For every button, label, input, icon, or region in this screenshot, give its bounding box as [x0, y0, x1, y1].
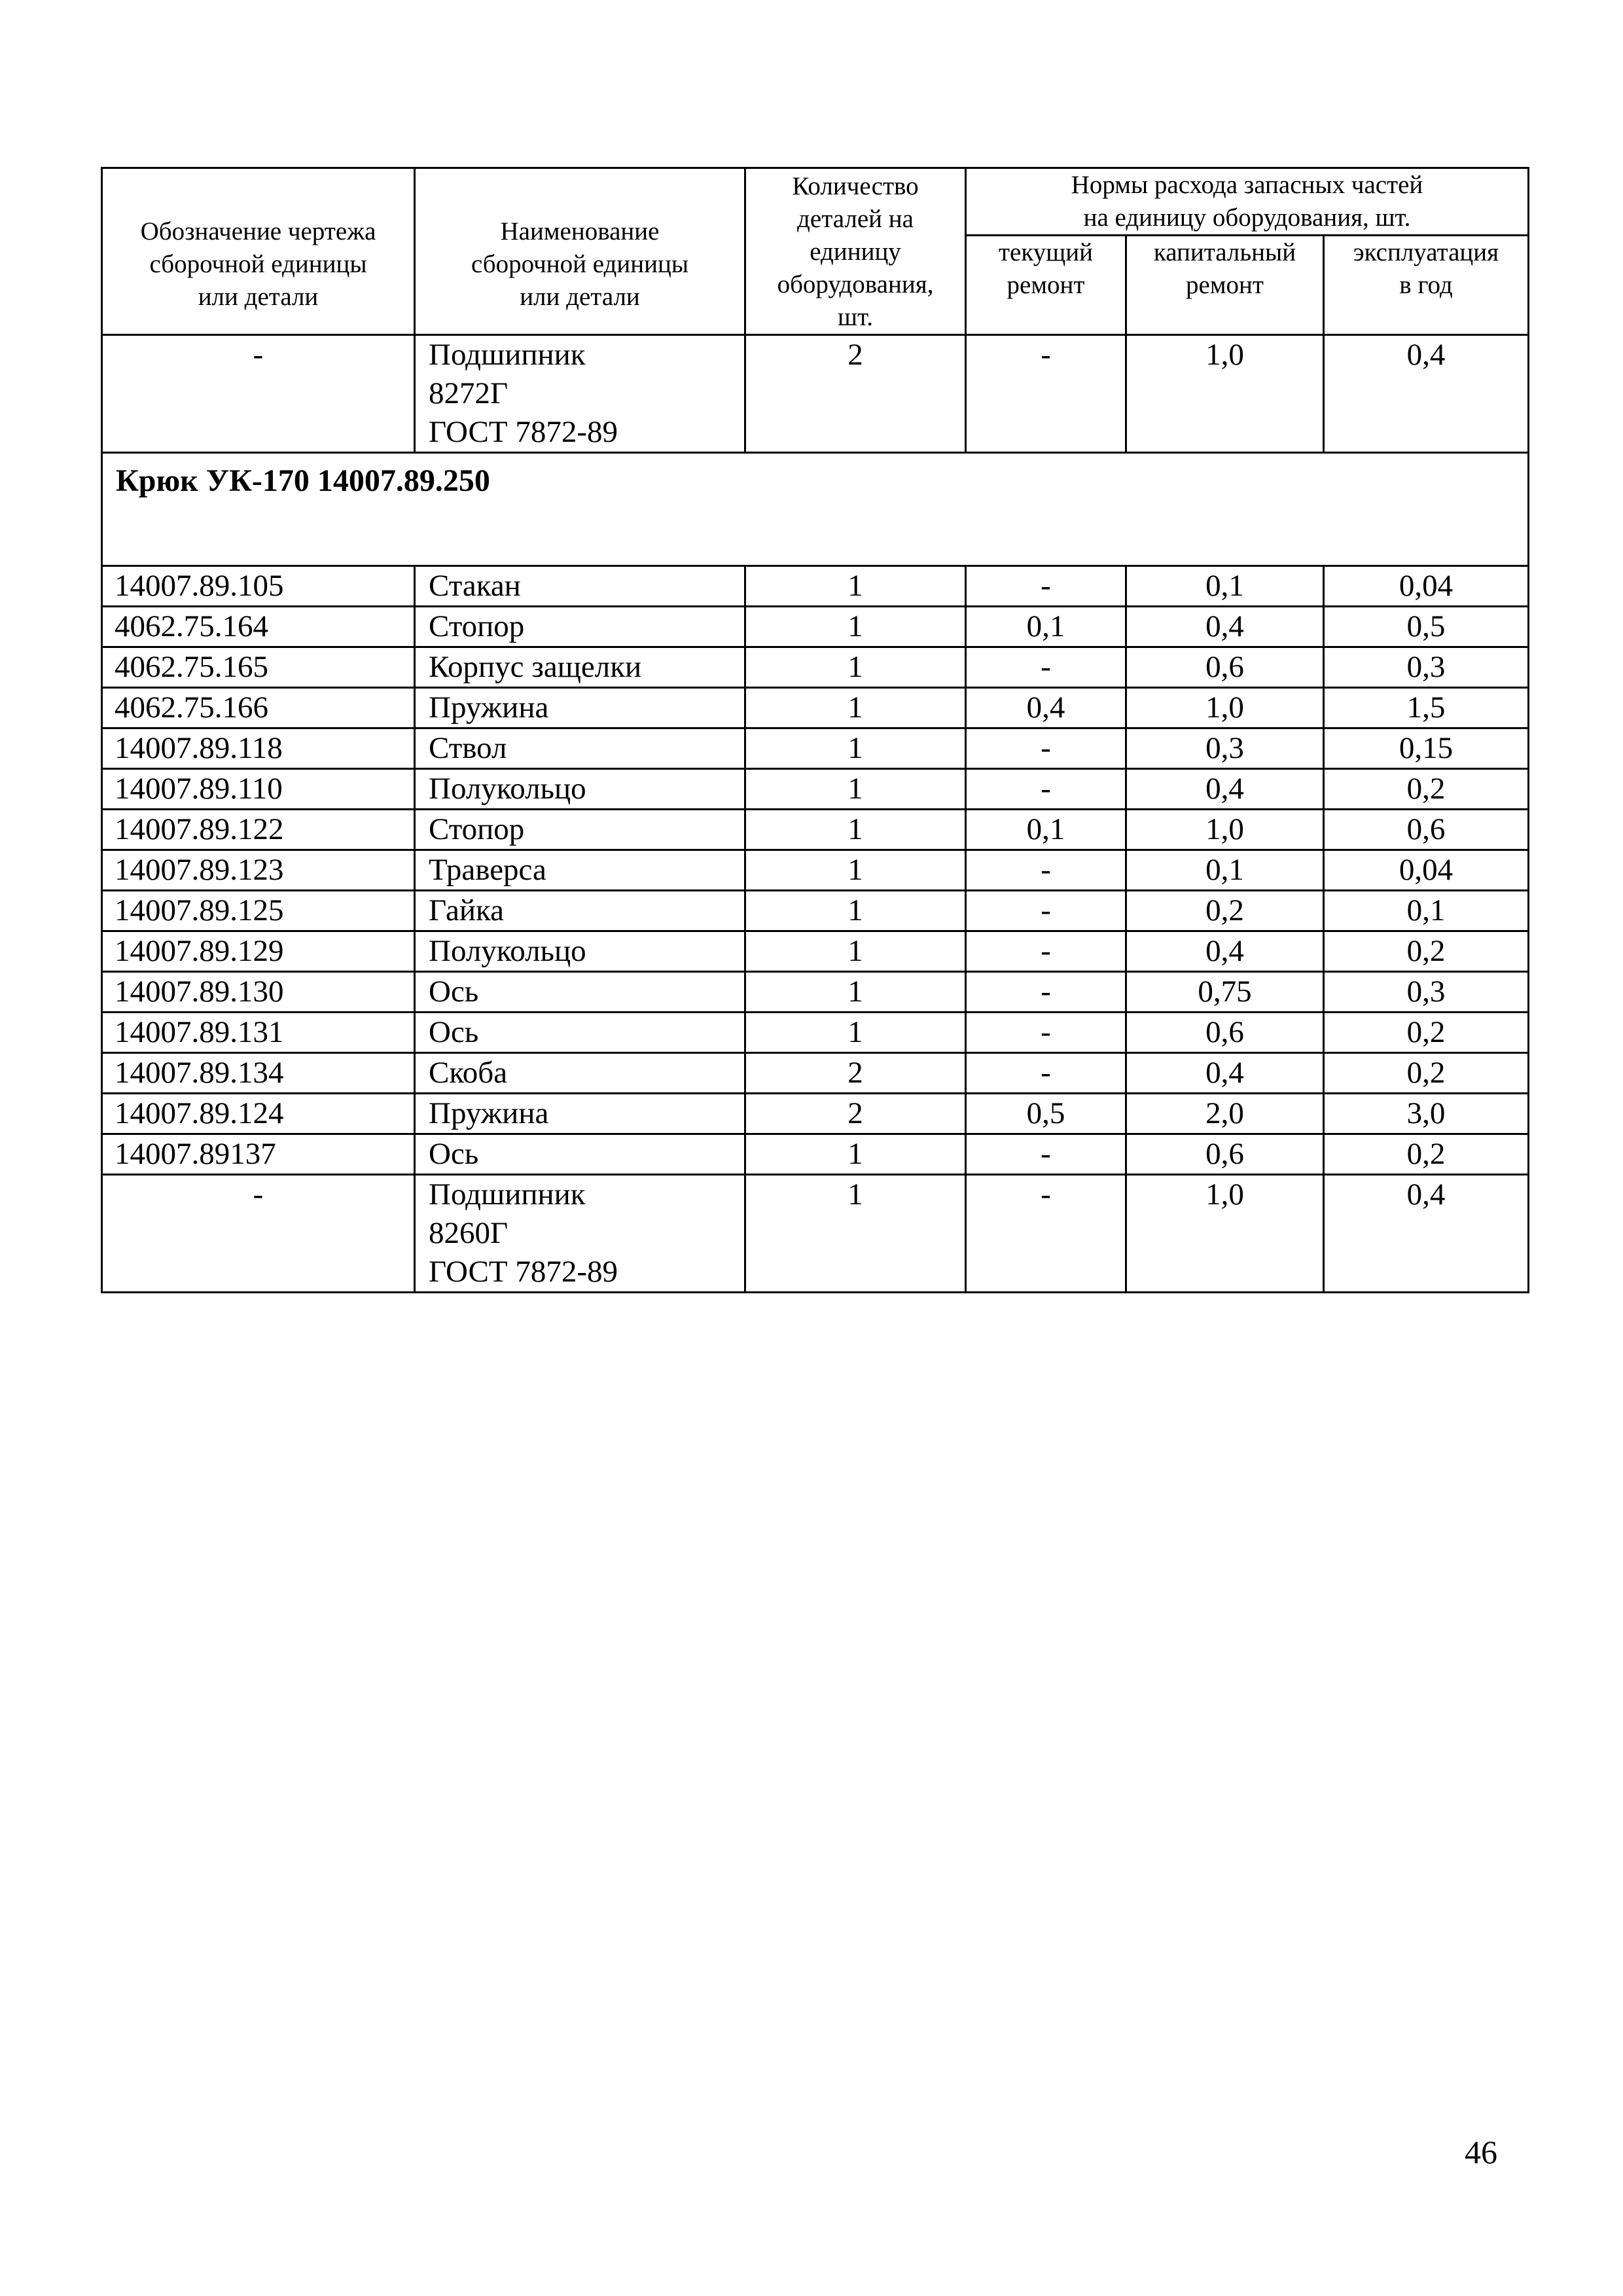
drawing-code: 14007.89.130 — [102, 972, 415, 1013]
operation-value: 0,6 — [1324, 810, 1529, 850]
drawing-code: 14007.89.134 — [102, 1053, 415, 1094]
operation-value: 0,1 — [1324, 891, 1529, 931]
part-name: Полукольцо — [415, 931, 745, 972]
part-name: Гайка — [415, 891, 745, 931]
part-name: Стакан — [415, 566, 745, 607]
part-name: Траверса — [415, 850, 745, 891]
capital-repair-value: 0,4 — [1126, 1053, 1324, 1094]
operation-value: 1,5 — [1324, 688, 1529, 728]
part-name: Корпус защелки — [415, 647, 745, 688]
quantity: 1 — [745, 972, 966, 1013]
header-norms-group: Нормы расхода запасных частей на единицу оборудования, шт. — [966, 168, 1529, 236]
part-name: Стопор — [415, 810, 745, 850]
quantity: 1 — [745, 769, 966, 810]
capital-repair-value: 0,6 — [1126, 1013, 1324, 1053]
section-title: Крюк УК-170 14007.89.250 — [116, 463, 490, 498]
capital-repair-value: 1,0 — [1126, 335, 1324, 453]
operation-value: 0,4 — [1324, 335, 1529, 453]
table-row — [102, 335, 1529, 453]
drawing-code: 14007.89.122 — [102, 810, 415, 850]
drawing-code: 14007.89.125 — [102, 891, 415, 931]
quantity: 1 — [745, 688, 966, 728]
drawing-code: - — [102, 335, 415, 453]
current-repair-value: - — [966, 1053, 1126, 1094]
capital-repair-value: 0,4 — [1126, 931, 1324, 972]
part-name: Пружина — [415, 688, 745, 728]
drawing-code: 14007.89.124 — [102, 1094, 415, 1134]
quantity: 1 — [745, 931, 966, 972]
quantity: 1 — [745, 607, 966, 647]
part-name: Пружина — [415, 1094, 745, 1134]
capital-repair-value: 0,4 — [1126, 769, 1324, 810]
quantity: 1 — [745, 1134, 966, 1175]
current-repair-value: - — [966, 728, 1126, 769]
drawing-code: 14007.89.131 — [102, 1013, 415, 1053]
capital-repair-value: 1,0 — [1126, 810, 1324, 850]
capital-repair-value: 0,1 — [1126, 566, 1324, 607]
capital-repair-value: 1,0 — [1126, 1175, 1324, 1293]
quantity: 2 — [745, 1094, 966, 1134]
current-repair-value: - — [966, 850, 1126, 891]
table-row — [102, 850, 1529, 891]
table-row — [102, 607, 1529, 647]
quantity: 2 — [745, 1053, 966, 1094]
table-row — [102, 1053, 1529, 1094]
quantity: 2 — [745, 335, 966, 453]
table-row — [102, 931, 1529, 972]
operation-value: 0,04 — [1324, 566, 1529, 607]
section-cell — [102, 453, 1529, 566]
drawing-code: - — [102, 1175, 415, 1293]
table-row — [102, 891, 1529, 931]
part-name: Ось — [415, 1134, 745, 1175]
table-row — [102, 1175, 1529, 1293]
table-row — [102, 1134, 1529, 1175]
table-row — [102, 728, 1529, 769]
capital-repair-value: 0,1 — [1126, 850, 1324, 891]
capital-repair-value: 0,2 — [1126, 891, 1324, 931]
drawing-code: 14007.89137 — [102, 1134, 415, 1175]
drawing-code: 14007.89.110 — [102, 769, 415, 810]
header-current-repair: текущий ремонт — [966, 236, 1126, 335]
operation-value: 0,2 — [1324, 769, 1529, 810]
operation-value: 0,15 — [1324, 728, 1529, 769]
page-number: 46 — [1465, 2134, 1497, 2170]
current-repair-value: 0,1 — [966, 607, 1126, 647]
part-name: Ось — [415, 1013, 745, 1053]
operation-value: 0,4 — [1324, 1175, 1529, 1293]
header-name: Наименование сборочной единицы или детали — [415, 168, 745, 335]
header-quantity: Количество деталей на единицу оборудования, шт. — [745, 168, 966, 335]
quantity: 1 — [745, 566, 966, 607]
drawing-code: 4062.75.166 — [102, 688, 415, 728]
drawing-code: 14007.89.123 — [102, 850, 415, 891]
capital-repair-value: 0,6 — [1126, 647, 1324, 688]
drawing-code: 14007.89.129 — [102, 931, 415, 972]
spare-parts-table — [101, 167, 1529, 1293]
operation-value: 0,2 — [1324, 1134, 1529, 1175]
current-repair-value: 0,5 — [966, 1094, 1126, 1134]
current-repair-value: - — [966, 972, 1126, 1013]
quantity: 1 — [745, 728, 966, 769]
operation-value: 0,3 — [1324, 972, 1529, 1013]
table-row — [102, 1013, 1529, 1053]
quantity: 1 — [745, 1013, 966, 1053]
quantity: 1 — [745, 891, 966, 931]
operation-value: 0,2 — [1324, 931, 1529, 972]
table-row — [102, 647, 1529, 688]
operation-value: 0,04 — [1324, 850, 1529, 891]
current-repair-value: - — [966, 1134, 1126, 1175]
current-repair-value: - — [966, 1175, 1126, 1293]
part-name: Ось — [415, 972, 745, 1013]
capital-repair-value: 0,75 — [1126, 972, 1324, 1013]
capital-repair-value: 1,0 — [1126, 688, 1324, 728]
drawing-code: 14007.89.105 — [102, 566, 415, 607]
drawing-code: 4062.75.164 — [102, 607, 415, 647]
part-name: Стопор — [415, 607, 745, 647]
part-name: Ствол — [415, 728, 745, 769]
operation-value: 0,2 — [1324, 1053, 1529, 1094]
table-row — [102, 972, 1529, 1013]
capital-repair-value: 0,3 — [1126, 728, 1324, 769]
part-name: Полукольцо — [415, 769, 745, 810]
current-repair-value: - — [966, 769, 1126, 810]
table-row — [102, 810, 1529, 850]
current-repair-value: 0,4 — [966, 688, 1126, 728]
header-operation: эксплуатация в год — [1324, 236, 1529, 335]
table-row — [102, 688, 1529, 728]
operation-value: 0,2 — [1324, 1013, 1529, 1053]
capital-repair-value: 0,6 — [1126, 1134, 1324, 1175]
drawing-code: 14007.89.118 — [102, 728, 415, 769]
current-repair-value: - — [966, 931, 1126, 972]
capital-repair-value: 0,4 — [1126, 607, 1324, 647]
quantity: 1 — [745, 810, 966, 850]
operation-value: 0,5 — [1324, 607, 1529, 647]
table-row — [102, 566, 1529, 607]
drawing-code: 4062.75.165 — [102, 647, 415, 688]
quantity: 1 — [745, 1175, 966, 1293]
capital-repair-value: 2,0 — [1126, 1094, 1324, 1134]
current-repair-value: - — [966, 566, 1126, 607]
current-repair-value: - — [966, 891, 1126, 931]
section-row — [102, 453, 1529, 566]
operation-value: 3,0 — [1324, 1094, 1529, 1134]
part-name: Подшипник 8272Г ГОСТ 7872-89 — [415, 335, 745, 453]
operation-value: 0,3 — [1324, 647, 1529, 688]
table-row — [102, 1094, 1529, 1134]
current-repair-value: - — [966, 335, 1126, 453]
part-name: Скоба — [415, 1053, 745, 1094]
header-capital-repair: капитальный ремонт — [1126, 236, 1324, 335]
current-repair-value: - — [966, 1013, 1126, 1053]
table-body — [102, 566, 1529, 1175]
part-name: Подшипник 8260Г ГОСТ 7872-89 — [415, 1175, 745, 1293]
quantity: 1 — [745, 850, 966, 891]
current-repair-value: - — [966, 647, 1126, 688]
current-repair-value: 0,1 — [966, 810, 1126, 850]
header-drawing-code: Обозначение чертежа сборочной единицы или детали — [102, 168, 415, 335]
quantity: 1 — [745, 647, 966, 688]
table-row — [102, 769, 1529, 810]
